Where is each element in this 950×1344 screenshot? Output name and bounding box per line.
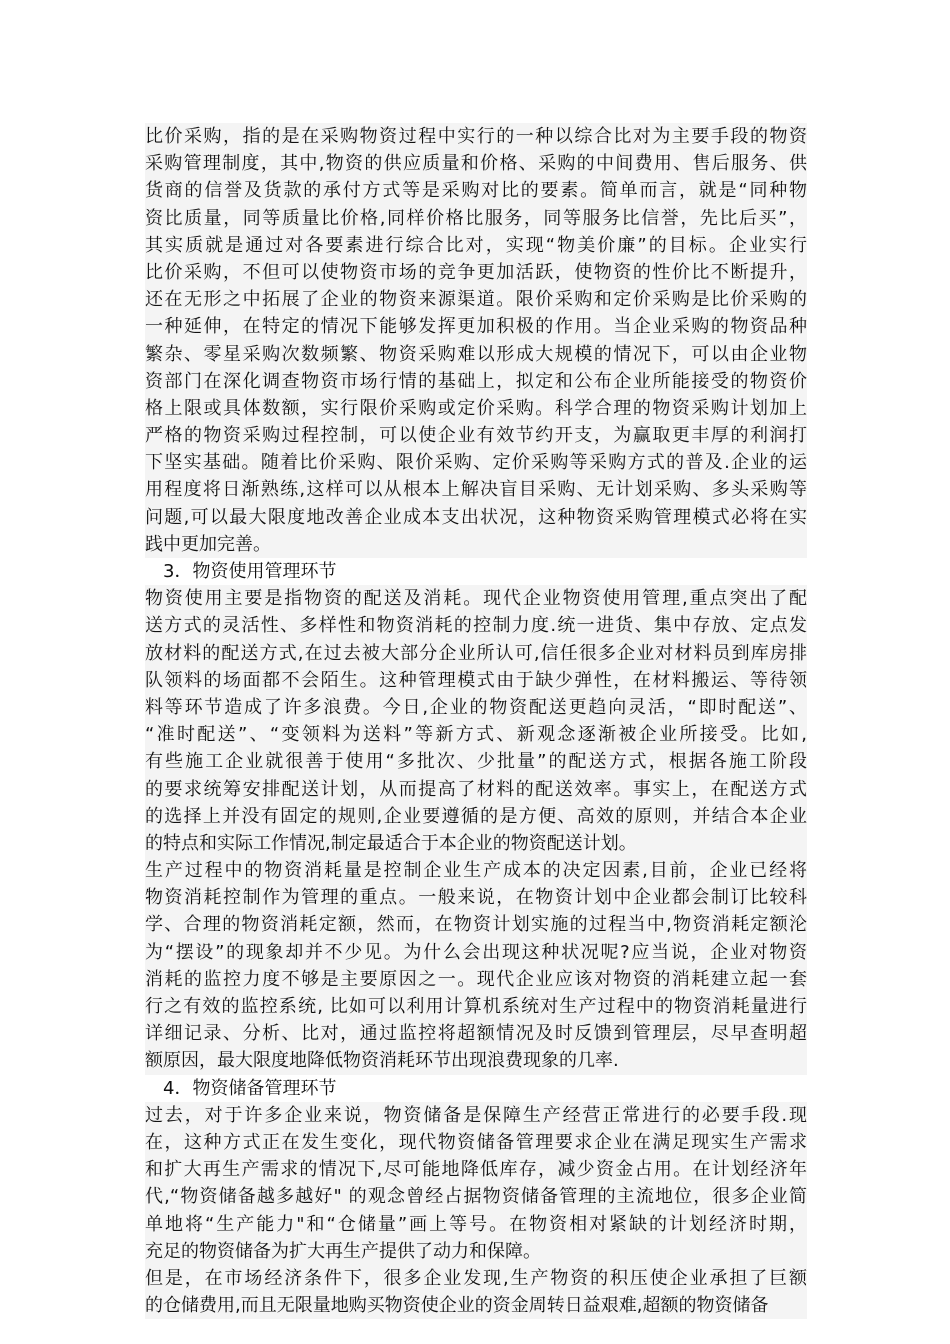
text-line: 在，这种方式正在发生变化，现代物资储备管理要求企业在满足现实生产需求: [145, 1131, 807, 1153]
paragraph: [145, 585, 807, 857]
text-line: 队领料的场面都不会陌生。这种管理模式由于缺少弹性，在材料搬运、等待领: [145, 669, 807, 691]
paragraph: [145, 123, 807, 558]
section-heading: 3．物资使用管理环节: [163, 561, 337, 582]
text-line: 物资使用主要是指物资的配送及消耗。现代企业物资使用管理,重点突出了配: [145, 588, 807, 610]
text-line: 的特点和实际工作情况,制定最适合于本企业的物资配送计划。: [145, 832, 637, 854]
text-line: “准时配送”、“变领料为送料”等新方式、新观念逐渐被企业所接受。比如,: [145, 724, 807, 746]
text-line: 采购管理制度，其中,物资的供应质量和价格、采购的中间费用、售后服务、供: [145, 153, 807, 175]
text-line: 货商的信誉及货款的承付方式等是采购对比的要素。简单而言，就是“同种物: [145, 180, 807, 202]
text-line: 比价采购，不但可以使物资市场的竞争更加活跃，使物资的性价比不断提升，: [145, 261, 807, 283]
text-line: 学、合理的物资消耗定额，然而，在物资计划实施的过程当中,物资消耗定额沦: [145, 914, 807, 936]
paragraph: [145, 1265, 807, 1319]
text-line: 送方式的灵活性、多样性和物资消耗的控制力度.统一进货、集中存放、定点发: [145, 615, 807, 637]
text-line: 额原因，最大限度地降低物资消耗环节出现浪费现象的几率.: [145, 1050, 619, 1072]
text-line: 比价采购，指的是在采购物资过程中实行的一种以综合比对为主要手段的物资: [145, 126, 807, 147]
text-line: 放材料的配送方式,在过去被大部分企业所认可,信任很多企业对材料员到库房排: [145, 642, 807, 664]
text-line: 用程度将日渐熟练,这样可以从根本上解决盲目采购、无计划采购、多头采购等: [145, 479, 807, 501]
text-line: 践中更加完善。: [145, 533, 271, 555]
text-line: 还在无形之中拓展了企业的物资来源渠道。限价采购和定价采购是比价采购的: [145, 289, 807, 311]
text-line: 问题,可以最大限度地改善企业成本支出状况，这种物资采购管理模式必将在实: [145, 506, 807, 528]
text-line: 繁杂、零星采购次数频繁、物资采购难以形成大规模的情况下，可以由企业物: [145, 343, 807, 365]
text-line: 充足的物资储备为扩大再生产提供了动力和保障。: [145, 1240, 541, 1262]
text-line: 资部门在深化调查物资市场行情的基础上，拟定和公布企业所能接受的物资价: [145, 370, 807, 392]
text-line: 严格的物资采购过程控制，可以使企业有效节约开支，为赢取更丰厚的利润打: [145, 425, 807, 447]
text-line: 行之有效的监控系统, 比如可以利用计算机系统对生产过程中的物资消耗量进行: [145, 996, 807, 1017]
text-line: 的要求统筹安排配送计划，从而提高了材料的配送效率。事实上，在配送方式: [145, 778, 807, 800]
text-line: 为“摆设”的现象却并不少见。为什么会出现这种状况呢?应当说，企业对物资: [145, 941, 807, 963]
text-line: 消耗的监控力度不够是主要原因之一。现代企业应该对物资的消耗建立起一套: [145, 968, 807, 990]
text-line: 有些施工企业就很善于使用“多批次、少批量”的配送方式，根据各施工阶段: [145, 751, 807, 773]
text-line: 代,“物资储备越多越好" 的观念曾经占据物资储备管理的主流地位，很多企业简: [145, 1186, 807, 1208]
text-line: 的选择上并没有固定的规则,企业要遵循的是方便、高效的原则，并结合本企业: [145, 805, 807, 827]
text-line: 一种延伸，在特定的情况下能够发挥更加积极的作用。当企业采购的物资品种: [145, 316, 807, 338]
text-line: 料等环节造成了许多浪费。今日,企业的物资配送更趋向灵活，“即时配送”、: [145, 696, 807, 718]
text-line: 过去，对于许多企业来说，物资储备是保障生产经营正常进行的必要手段.现: [145, 1104, 807, 1126]
text-line: 和扩大再生产需求的情况下,尽可能地降低库存，减少资金占用。在计划经济年: [145, 1159, 807, 1181]
text-line: 单地将“生产能力"和“仓储量”画上等号。在物资相对紧缺的计划经济时期，: [145, 1213, 807, 1235]
paragraph: [145, 857, 807, 1075]
section-heading: 4．物资储备管理环节: [163, 1077, 337, 1099]
text-line: 详细记录、分析、比对，通过监控将超额情况及时反馈到管理层，尽早查明超: [145, 1023, 807, 1045]
text-line: 的仓储费用,而且无限量地购买物资使企业的资金周转日益艰难,超额的物资储备: [145, 1295, 769, 1317]
text-line: 但是，在市场经济条件下，很多企业发现,生产物资的积压使企业承担了巨额: [145, 1267, 807, 1289]
text-line: 下坚实基础。随着比价采购、限价采购、定价采购等采购方式的普及.企业的运: [145, 452, 807, 474]
document-body: [145, 123, 807, 1319]
text-line: 生产过程中的物资消耗量是控制企业生产成本的决定因素,目前，企业已经将: [145, 860, 807, 882]
text-line: 物资消耗控制作为管理的重点。一般来说，在物资计划中企业都会制订比较科: [145, 887, 807, 909]
text-line: 资比质量，同等质量比价格,同样价格比服务，同等服务比信誉，先比后买”，: [145, 207, 807, 229]
text-line: 格上限或具体数额，实行限价采购或定价采购。科学合理的物资采购计划加上: [145, 397, 807, 419]
paragraph: [145, 1102, 807, 1265]
text-line: 其实质就是通过对各要素进行综合比对，实现“物美价廉”的目标。企业实行: [145, 234, 807, 256]
